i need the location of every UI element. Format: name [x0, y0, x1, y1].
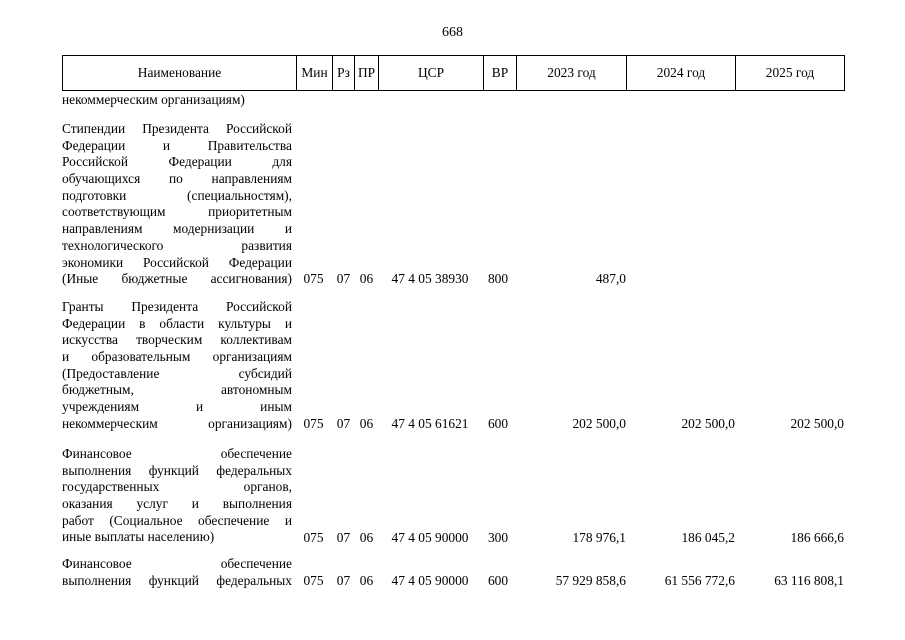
row-name-line: выполнения функций федеральных [62, 572, 292, 588]
row-name-line: некоммерческим организациям) [62, 415, 292, 431]
row-name-line: технологического развития [62, 237, 292, 253]
row-value-2025: 63 116 808,1 [774, 572, 844, 588]
row-value-2024: 61 556 772,6 [664, 572, 735, 588]
header-csr: ЦСР [379, 56, 484, 90]
header-2024: 2024 год [627, 56, 736, 90]
row-name-line: (Иные бюджетные ассигнования) [62, 271, 292, 287]
row-name-line: обучающихся по направлениям [62, 171, 292, 187]
row-value-2023: 57 929 858,6 [555, 572, 626, 588]
row-name-line: работ (Социальное обеспечение и [62, 512, 292, 528]
row-name-line: экономики Российской Федерации [62, 254, 292, 270]
row-name-line: Российской Федерации для [62, 154, 292, 170]
row-rz: 07 [336, 529, 351, 545]
row-name [62, 299, 292, 433]
row-name [62, 92, 292, 109]
row-vr: 800 [487, 271, 509, 287]
row-name-line: Финансовое обеспечение [62, 556, 292, 571]
row-name-line: (Предоставление субсидий [62, 365, 292, 381]
row-name-line: Федерации в области культуры и [62, 315, 292, 331]
row-value-2023: 202 500,0 [572, 415, 626, 431]
row-value-2023: 178 976,1 [572, 529, 626, 545]
row-rz: 07 [336, 572, 351, 588]
row-value-2025: 202 500,0 [790, 415, 844, 431]
row-name-line: Федерации и Правительства [62, 137, 292, 153]
row-min: 075 [303, 415, 324, 431]
row-pr: 06 [359, 572, 374, 588]
row-min: 075 [303, 529, 324, 545]
row-csr: 47 4 05 61621 [391, 415, 469, 431]
row-name [62, 556, 292, 589]
row-csr: 47 4 05 90000 [391, 572, 469, 588]
row-name-line: государственных органов, [62, 479, 292, 495]
row-pr: 06 [359, 529, 374, 545]
row-pr: 06 [359, 415, 374, 431]
row-name-line: Стипендии Президента Российской [62, 121, 292, 136]
page-number: 668 [442, 25, 463, 40]
row-min: 075 [303, 271, 324, 287]
row-name-line: и образовательным организациям [62, 349, 292, 365]
row-name-line: оказания услуг и выполнения [62, 496, 292, 512]
row-vr: 600 [487, 415, 509, 431]
row-value-2024: 202 500,0 [681, 415, 735, 431]
row-name-line: бюджетным, автономным [62, 382, 292, 398]
row-name-line: учреждениям и иным [62, 399, 292, 415]
row-name-line: некоммерческим организациям) [62, 92, 245, 107]
header-name: Наименование [63, 56, 297, 90]
row-value-2024: 186 045,2 [681, 529, 735, 545]
row-value-2023: 487,0 [595, 271, 626, 287]
row-name [62, 121, 292, 288]
row-value-2025: 186 666,6 [790, 529, 844, 545]
row-name-line: направлениям модернизации и [62, 221, 292, 237]
row-min: 075 [303, 572, 324, 588]
row-name-line: иные выплаты населению) [62, 529, 215, 545]
table-header [62, 55, 845, 91]
row-rz: 07 [336, 415, 351, 431]
row-csr: 47 4 05 90000 [391, 529, 469, 545]
header-vr: ВР [484, 56, 517, 90]
row-name-line: подготовки (специальностям), [62, 187, 292, 203]
header-rz: Рз [333, 56, 355, 90]
row-vr: 600 [487, 572, 509, 588]
row-pr: 06 [359, 271, 374, 287]
row-name-line: Гранты Президента Российской [62, 299, 292, 314]
row-name-line: соответствующим приоритетным [62, 204, 292, 220]
header-2023: 2023 год [517, 56, 627, 90]
row-rz: 07 [336, 271, 351, 287]
row-name [62, 446, 292, 546]
row-name-line: выполнения функций федеральных [62, 462, 292, 478]
header-pr: ПР [355, 56, 379, 90]
row-vr: 300 [487, 529, 509, 545]
row-name-line: Финансовое обеспечение [62, 446, 292, 461]
header-min: Мин [297, 56, 333, 90]
header-2025: 2025 год [765, 65, 815, 80]
row-csr: 47 4 05 38930 [391, 271, 469, 287]
row-name-line: искусства творческим коллективам [62, 332, 292, 348]
